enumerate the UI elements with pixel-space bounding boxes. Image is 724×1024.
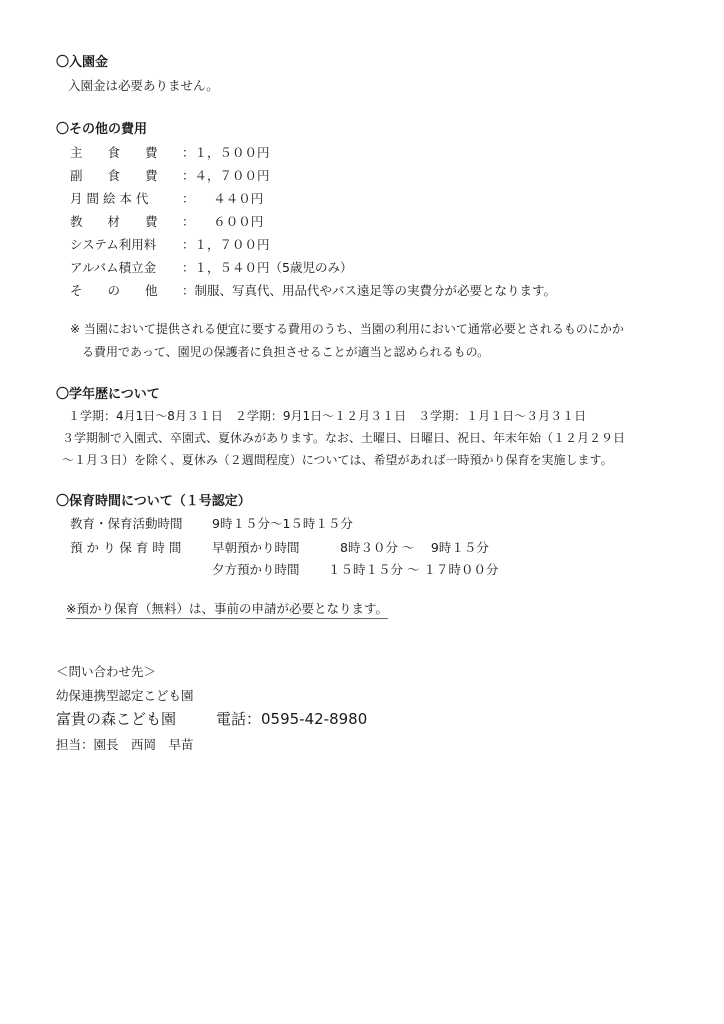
fee-label: システム利用料: [70, 237, 157, 252]
education-hours-value: 9時１５分～1５時１５分: [212, 516, 353, 531]
fee-value: ：制服、写真代、用品代やバス遠足等の実費分が必要となります。: [182, 283, 557, 298]
contact-phone: 電話：0595-42-8980: [216, 710, 368, 728]
fee-value: ： ４４０円: [182, 191, 264, 206]
fee-label: そ の 他: [70, 283, 158, 298]
evening-care-label: 夕方預かり時間: [212, 562, 300, 577]
fees-note-line1: ※ 当園において提供される便宜に要する費用のうち、当園の利用において通常必要とされるものにかか: [70, 322, 624, 336]
contact-org-type: 幼保連携型認定こども園: [56, 688, 194, 703]
contact-person: 担当：園長 西岡 早苗: [56, 737, 194, 752]
extended-care-label: 預 か り 保 育 時 間: [70, 540, 182, 555]
education-hours-label: 教育・保育活動時間: [70, 516, 183, 531]
childcare-note: ※預かり保育（無料）は、事前の申請が必要となります。: [66, 603, 388, 619]
fee-label: 副 食 費: [70, 168, 158, 183]
childcare-hours-heading: 〇保育時間について（１号認定）: [56, 494, 251, 509]
fees-table: [70, 141, 556, 302]
fees-note-line2: る費用であって、園児の保護者に負担させることが適当と認められるもの。: [82, 345, 490, 359]
enrollment-fee-heading: 〇入園金: [56, 55, 109, 70]
fee-value: ：１，５４０円（5歳児のみ）: [182, 260, 353, 275]
enrollment-fee-text: 入園金は必要ありません。: [68, 78, 219, 93]
morning-care-value: 8時３０分 ～ 9時１５分: [340, 540, 489, 555]
evening-care-value: １５時１５分 ～ １７時００分: [328, 562, 499, 577]
fee-value: ：１，５００円: [182, 145, 270, 160]
contact-heading: ＜問い合わせ先＞: [56, 664, 157, 679]
contact-name: 富貴の森こども園: [56, 710, 177, 728]
fee-label: アルバム積立金: [70, 260, 157, 275]
school-year-line1: １学期：4月1日～8月３１日 ２学期：9月1日～１２月３１日 ３学期：１月１日～３月３１日: [68, 409, 587, 423]
morning-care-label: 早朝預かり時間: [212, 540, 300, 555]
fee-value: ： ６００円: [182, 214, 264, 229]
school-year-heading: 〇学年歴について: [56, 387, 160, 402]
school-year-line3: ～１月３日）を除く、夏休み（２週間程度）については、希望があれば一時預かり保育を実施します。: [62, 453, 613, 467]
fee-label: 月 間 絵 本 代: [70, 191, 149, 206]
fee-label: 主 食 費: [70, 145, 158, 160]
fee-value: ：１，７００円: [182, 237, 270, 252]
other-fees-heading: 〇その他の費用: [56, 122, 148, 137]
school-year-line2: ３学期制で入園式、卒園式、夏休みがあります。なお、土曜日、日曜日、祝日、年末年始（１２月２９日: [62, 431, 626, 445]
fee-value: ：４，７００円: [182, 168, 270, 183]
fee-label: 教 材 費: [70, 214, 158, 229]
